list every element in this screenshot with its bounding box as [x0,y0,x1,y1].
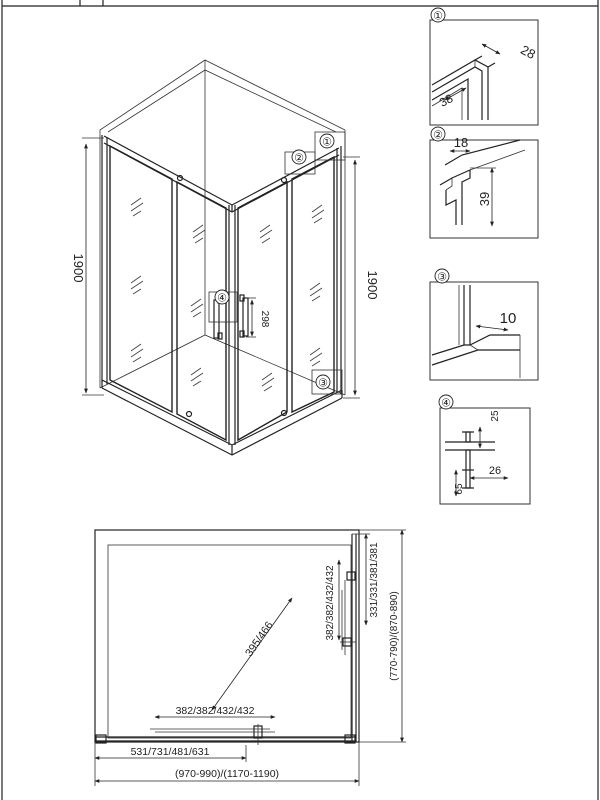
detail-3 [430,269,538,380]
detail-4-dim-b: 26 [488,465,502,477]
plan-diagonal-label: 395/466 [243,619,276,660]
detail-2-dim-a: 18 [453,135,469,150]
plan-bottom-inner-label: 531/731/481/631 [130,746,210,758]
room-walls [100,60,345,395]
plan-right-outer-label: (770-790)/(870-890) [389,591,400,681]
detail-4 [439,395,530,504]
left-wall-profile [102,135,107,384]
callout-1: ① [322,136,332,149]
plan-bottom-outer-label: (970-990)/(1170-1190) [174,768,280,780]
shower-tray [102,377,342,455]
shower-enclosure-3d-view [71,60,380,455]
right-wall-profile [337,146,341,394]
detail-3-id: ③ [437,271,447,284]
plan-view [95,530,406,786]
detail-4-dim-a: 25 [490,410,501,422]
detail-1-id: ① [433,10,443,23]
right-glass-panels [238,157,334,440]
detail-1-dim-a: 28 [518,42,539,63]
handle-dim-label: 298 [259,310,270,328]
callout-4: ④ [217,292,227,305]
detail-2-id: ② [433,129,443,142]
detail-1 [430,8,538,125]
plan-door-front-label: 382/382/432/432 [175,705,255,717]
detail-2 [430,127,538,238]
callout-2: ② [294,152,304,165]
plan-right-inner-label: 331/331/381/381 [369,542,380,618]
callout-3: ③ [318,377,328,390]
detail-1-dim-b: 38 [436,91,456,110]
detail-4-dim-c: 65 [454,483,465,495]
detail-3-dim-a: 10 [499,310,517,327]
plan-door-right-label: 382/382/432/432 [325,565,336,641]
detail-4-id: ④ [441,397,451,410]
corner-post [229,205,235,445]
detail-2-dim-b: 39 [477,191,492,207]
height-label-left: 1900 [71,253,86,283]
height-dimension-right [343,157,360,398]
height-label-right: 1900 [365,270,380,300]
